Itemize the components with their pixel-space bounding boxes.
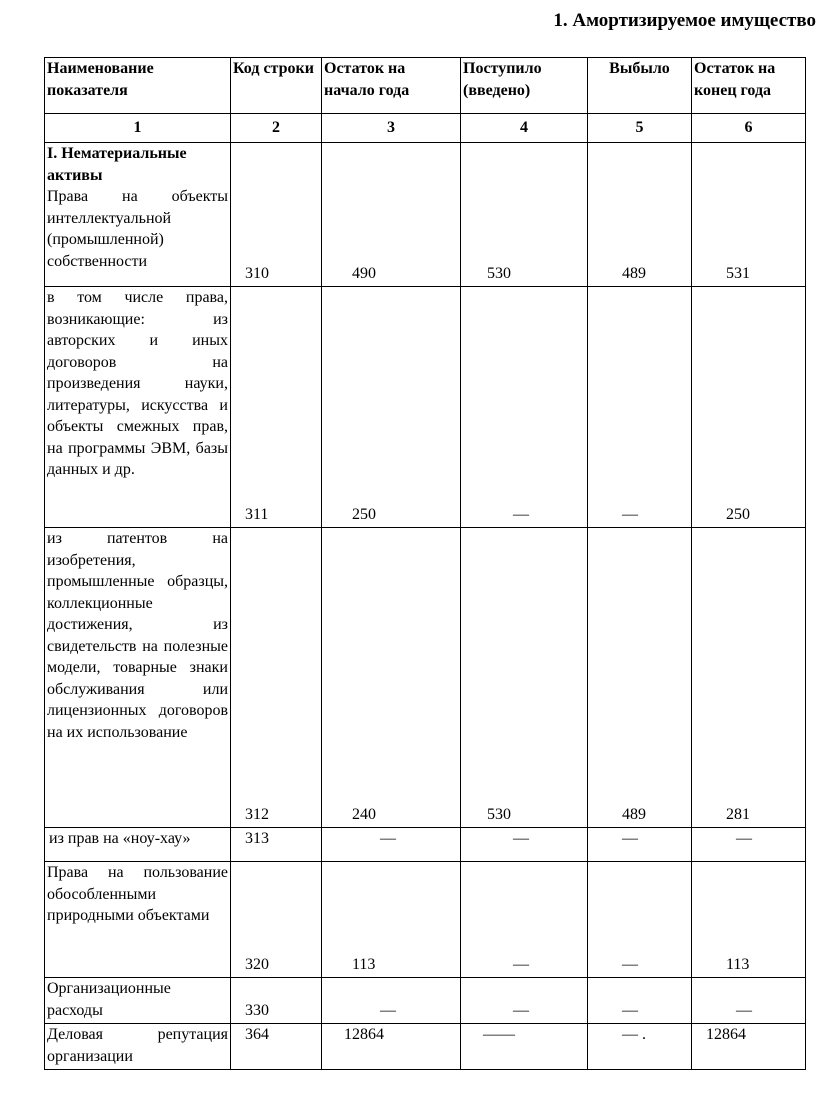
row-start: — [322, 828, 461, 862]
row-name: Организационные расходы [45, 978, 231, 1024]
row-end: 113 [692, 862, 806, 978]
row-start: — [322, 978, 461, 1024]
row-start: 490 [322, 143, 461, 287]
row-in: 530 [461, 528, 588, 828]
table-row [45, 143, 806, 287]
column-number: 4 [461, 114, 588, 143]
row-name: из патентов на изобретения, промышленные образцы, коллекционные достижения, из свидетельств на полезные модели, товарные знаки обслуживания или лицензионных договоров на их использование [45, 528, 231, 828]
header-in: Поступило (введено) [461, 58, 588, 114]
row-name: Деловая репутация организации [45, 1024, 231, 1070]
table-row [45, 828, 806, 862]
column-number-row [45, 114, 806, 143]
row-name-cell [45, 143, 231, 287]
page-title: 1. Амортизируемое имущество [553, 10, 816, 31]
row-end: — [692, 978, 806, 1024]
row-name: Права на объекты интеллектуальной (промышленной) собственности [47, 188, 228, 270]
row-start: 12864 [322, 1024, 461, 1070]
section-title: I. Нематериальные активы [47, 145, 187, 184]
row-in: — [461, 978, 588, 1024]
row-end: 531 [692, 143, 806, 287]
column-number: 1 [45, 114, 231, 143]
table-row [45, 287, 806, 528]
row-end: — [692, 828, 806, 862]
column-number: 2 [231, 114, 322, 143]
row-end: 250 [692, 287, 806, 528]
row-in: —— [461, 1024, 588, 1070]
row-in: — [461, 862, 588, 978]
header-start: Остаток на начало года [322, 58, 461, 114]
header-out: Выбыло [588, 58, 692, 114]
header-end: Остаток на конец года [692, 58, 806, 114]
row-start: 250 [322, 287, 461, 528]
row-out: — [588, 287, 692, 528]
header-row [45, 58, 806, 114]
column-number: 5 [588, 114, 692, 143]
row-in: — [461, 287, 588, 528]
row-out: — [588, 978, 692, 1024]
table-row [45, 528, 806, 828]
row-name: Права на пользование обособленными природными объектами [45, 862, 231, 978]
row-code: 364 [231, 1024, 322, 1070]
row-out: — [588, 828, 692, 862]
row-code: 310 [231, 143, 322, 287]
row-name: в том числе права, возникающие: из авторских и иных договоров на произведения науки, литературы, искусства и объекты смежных прав, на программы ЭВМ, базы данных и др. [45, 287, 231, 528]
row-code: 311 [231, 287, 322, 528]
header-code: Код строки [231, 58, 322, 114]
column-number: 3 [322, 114, 461, 143]
row-start: 113 [322, 862, 461, 978]
amortized-property-table [44, 57, 806, 1070]
table-row [45, 862, 806, 978]
row-code: 320 [231, 862, 322, 978]
row-out: — . [588, 1024, 692, 1070]
row-end: 281 [692, 528, 806, 828]
row-start: 240 [322, 528, 461, 828]
table-row [45, 1024, 806, 1070]
table-row [45, 978, 806, 1024]
row-in: — [461, 828, 588, 862]
row-in: 530 [461, 143, 588, 287]
row-code: 313 [231, 828, 322, 862]
row-name: из прав на «ноу-хау» [45, 828, 231, 862]
column-number: 6 [692, 114, 806, 143]
row-end: 12864 [692, 1024, 806, 1070]
header-name: Наименование показателя [45, 58, 231, 114]
row-out: 489 [588, 528, 692, 828]
row-out: 489 [588, 143, 692, 287]
row-code: 312 [231, 528, 322, 828]
row-code: 330 [231, 978, 322, 1024]
row-out: — [588, 862, 692, 978]
